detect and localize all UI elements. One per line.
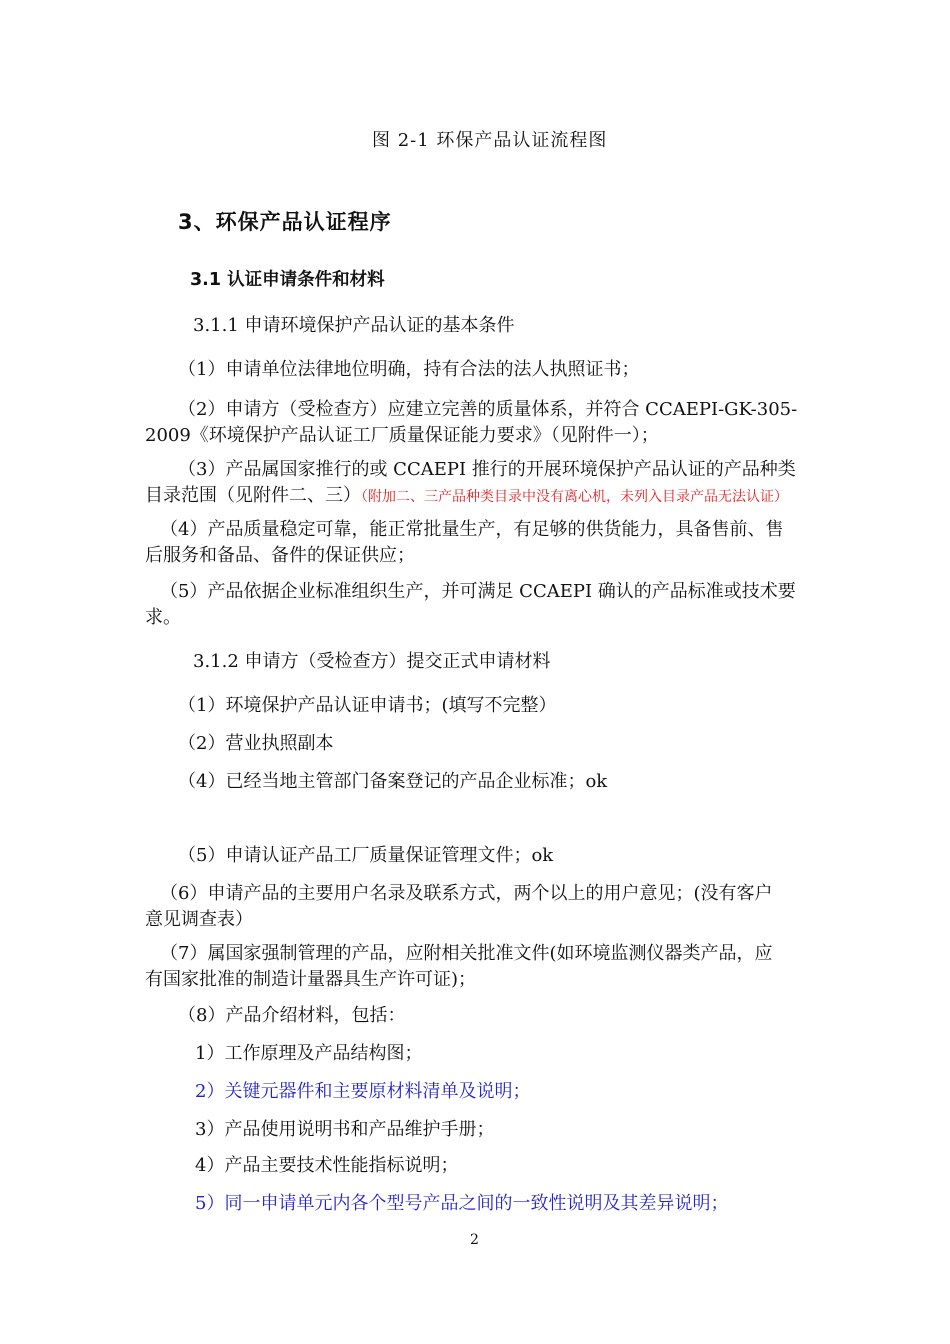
material-sub-item-1: 1）工作原理及产品结构图；	[195, 1043, 423, 1064]
material-item-7-line-1: （7）属国家强制管理的产品，应附相关批准文件(如环境监测仪器类产品，应	[160, 943, 773, 964]
condition-item-4-line-1: （4）产品质量稳定可靠，能正常批量生产，有足够的供货能力，具备售前、售	[160, 519, 784, 540]
section-3-heading: 3、环保产品认证程序	[178, 210, 392, 234]
material-item-6-line-2: 意见调查表）	[145, 909, 253, 930]
condition-item-2-line-2: 2009《环境保护产品认证工厂质量保证能力要求》（见附件一）；	[145, 425, 659, 446]
material-sub-item-4: 4）产品主要技术性能指标说明；	[195, 1155, 459, 1176]
page-number: 2	[470, 1232, 479, 1248]
condition-item-5-line-1: （5）产品依据企业标准组织生产，并可满足 CCAEPI 确认的产品标准或技术要	[160, 581, 796, 602]
material-item-2: （2）营业执照副本	[178, 733, 334, 754]
material-item-1: （1）环境保护产品认证申请书；(填写不完整）	[178, 695, 557, 716]
condition-item-3-line-1: （3）产品属国家推行的或 CCAEPI 推行的开展环境保护产品认证的产品种类	[178, 459, 796, 480]
condition-item-2-line-1: （2）申请方（受检查方）应建立完善的质量体系，并符合 CCAEPI-GK-305-	[178, 399, 798, 420]
condition-item-1: （1）申请单位法律地位明确，持有合法的法人执照证书；	[178, 359, 640, 380]
condition-item-3-text: 目录范围（见附件二、三）	[145, 485, 361, 506]
section-3-1-2-heading: 3.1.2 申请方（受检查方）提交正式申请材料	[193, 651, 551, 672]
section-3-1-1-heading: 3.1.1 申请环境保护产品认证的基本条件	[193, 315, 515, 336]
condition-item-5-line-2: 求。	[145, 607, 181, 628]
section-3-1-heading: 3.1 认证申请条件和材料	[190, 270, 385, 290]
material-item-6-line-1: （6）申请产品的主要用户名录及联系方式，两个以上的用户意见；(没有客户	[160, 883, 773, 904]
condition-item-4-line-2: 后服务和备品、备件的保证供应；	[145, 545, 415, 566]
condition-item-3-line-2	[145, 484, 788, 509]
material-item-8: （8）产品介绍材料，包括：	[178, 1005, 406, 1026]
material-sub-item-2: 2）关键元器件和主要原材料清单及说明；	[195, 1081, 531, 1102]
material-item-4: （4）已经当地主管部门备案登记的产品企业标准；ok	[178, 771, 608, 792]
material-item-5: （5）申请认证产品工厂质量保证管理文件；ok	[178, 845, 554, 866]
material-sub-item-5: 5）同一申请单元内各个型号产品之间的一致性说明及其差异说明；	[195, 1193, 729, 1214]
condition-item-3-note: （附加二、三产品种类目录中没有离心机，未列入目录产品无法认证）	[361, 489, 788, 505]
material-sub-item-3: 3）产品使用说明书和产品维护手册；	[195, 1119, 495, 1140]
figure-caption: 图 2-1 环保产品认证流程图	[372, 130, 608, 151]
material-item-7-line-2: 有国家批准的制造计量器具生产许可证)；	[145, 969, 477, 990]
